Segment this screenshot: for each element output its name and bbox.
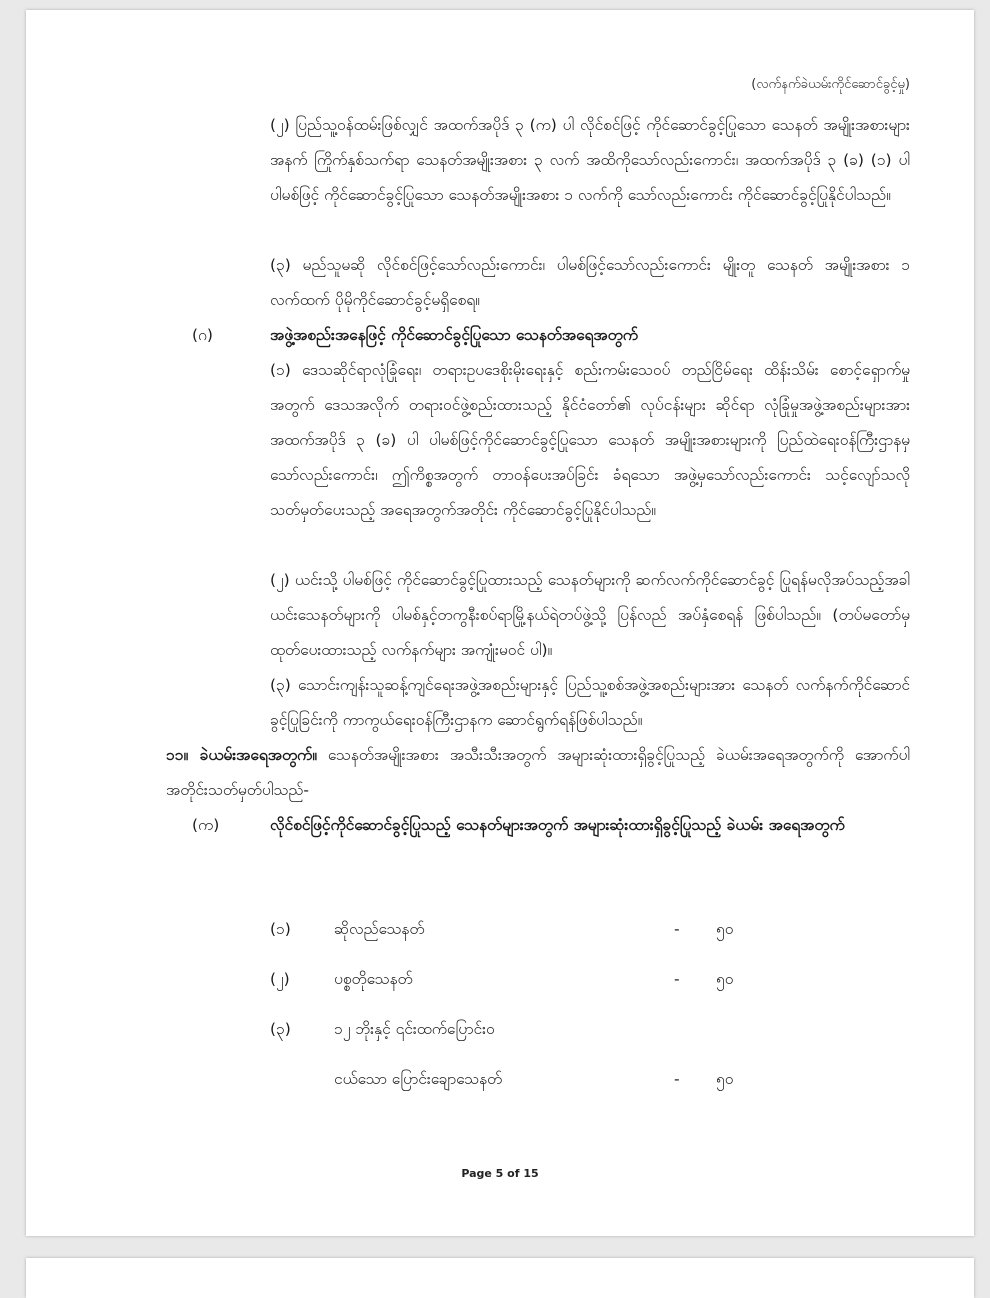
section-11 [166,738,910,808]
page-number-footer: Page 5 of 15 [461,1167,539,1180]
section-k-heading: လိုင်စင်ဖြင့်ကိုင်ဆောင်ခွင့်ပြုသည့် သေနတ်များအတွက် အများဆုံးထားရှိခွင့်ပြုသည့် ခဲယမ်း အရေအတွက် [270,816,845,834]
list-item-label: ငယ်သော ပြောင်းချောသေနတ် [334,1070,503,1088]
next-page-edge [26,1258,974,1298]
section-11-text: သေနတ်အမျိုးအစား အသီးသီးအတွက် အများဆုံးထားရှိခွင့်ပြုသည့် ခဲယမ်းအရေအတွက်ကို အောက်ပါအတိုင်းသတ်မှတ်ပါသည်- [166,746,910,799]
section-11-title: ၁၁။ ခဲယမ်းအရေအတွက်။ [166,746,317,764]
paragraph-g2: (၂) ယင်းသို့ ပါမစ်ဖြင့် ကိုင်ဆောင်ခွင့်ပြုထားသည့် သေနတ်များကို ဆက်လက်ကိုင်ဆောင်ခွင့် ပြုရန်မလိုအပ်သည့်အခါယင်းသေနတ်များကို ပါမစ်နှင့်တကွနီးစပ်ရာမြို့နယ်ရဲတပ်ဖွဲ့သို့ ပြန်လည် အပ်နှံစေရန် ဖြစ်ပါသည်။ (တပ်မတော်မှထုတ်ပေးထားသည့် လက်နက်များ အကျုံးမဝင် ပါ)။ [270,571,910,659]
list-item-value: ၅၀ [716,970,734,988]
paragraph-3: (၃) မည်သူမဆို လိုင်စင်ဖြင့်သော်လည်းကောင်း၊ ပါမစ်ဖြင့်သော်လည်းကောင်း မျိုးတူ သေနတ် အမျိုးအစား ၁ လက်ထက် ပိုမိုကိုင်ဆောင်ခွင့်မရှိစေရ။ [270,256,910,309]
paragraph-g3: (၃) သောင်းကျန်းသူဆန့်ကျင်ရေးအဖွဲ့အစည်းများနှင့် ပြည်သူ့စစ်အဖွဲ့အစည်းများအား သေနတ် လက်နက်ကိုင်ဆောင်ခွင့်ပြုခြင်းကို ကာကွယ်ရေးဝန်ကြီးဌာနက ဆောင်ရွက်ရန်ဖြစ်ပါသည်။ [270,676,910,729]
list-item [270,1064,770,1094]
list-item [270,914,770,944]
list-item-label: ဆိုလည်သေနတ် [334,920,425,938]
section-g-marker: (ဂ) [192,326,213,344]
list-item-number: (၂) [270,970,290,988]
list-item [270,1014,770,1044]
list-item-value: ၅၀ [716,920,734,938]
list-item-dash: - [674,920,680,938]
document-page [26,10,974,1236]
list-item-label: ပစ္စတိုသေနတ် [334,970,413,988]
list-item-number: (၃) [270,1020,291,1038]
list-item-dash: - [674,1070,680,1088]
section-g-heading: အဖွဲ့အစည်းအနေဖြင့် ကိုင်ဆောင်ခွင့်ပြုသော သေနတ်အရေအတွက် [270,326,638,344]
paragraph-g1: (၁) ဒေသဆိုင်ရာလုံခြုံရေး၊ တရားဥပဒေစိုးမိုးရေးနှင့် စည်းကမ်းသေဝပ် တည်ငြိမ်ရေး ထိန်းသိမ်း စောင့်ရှောက်မှုအတွက် ဒေသအလိုက် တရားဝင်ဖွဲ့စည်းထားသည့် နိုင်ငံတော်၏ လုပ်ငန်းများ ဆိုင်ရာ လုံခြုံမှုအဖွဲ့အစည်းများအား အထက်အပိုဒ် ၃ (ခ) ပါ ပါမစ်ဖြင့်ကိုင်ဆောင်ခွင့်ပြုသော သေနတ် အမျိုးအစားများကို ပြည်ထဲရေးဝန်ကြီးဌာနမှသော်လည်းကောင်း၊ ဤကိစ္စအတွက် တာဝန်ပေးအပ်ခြင်း ခံရသော အဖွဲ့မှသော်လည်းကောင်း သင့်လျော်သလို သတ်မှတ်ပေးသည့် အရေအတွက်အတိုင်း ကိုင်ဆောင်ခွင့်ပြုနိုင်ပါသည်။ [270,361,910,519]
list-item-number: (၁) [270,920,291,938]
page-header: (လက်နက်ခဲယမ်းကိုင်ဆောင်ခွင့်မှု) [751,77,910,92]
list-item-value: ၅၀ [716,1070,734,1088]
section-k-marker: (က) [192,816,220,834]
list-item [270,964,770,994]
list-item-dash: - [674,970,680,988]
paragraph-2: (၂) ပြည်သူ့ဝန်ထမ်းဖြစ်လျှင် အထက်အပိုဒ် ၃ (က) ပါ လိုင်စင်ဖြင့် ကိုင်ဆောင်ခွင့်ပြုသော သေနတ် အမျိုးအစားများအနက် ကြိုက်နှစ်သက်ရာ သေနတ်အမျိုးအစား ၃ လက် အထိကိုသော်လည်းကောင်း၊ အထက်အပိုဒ် ၃ (ခ) (၁) ပါ ပါမစ်ဖြင့် ကိုင်ဆောင်ခွင့်ပြုသော သေနတ်အမျိုးအစား ၁ လက်ကို သော်လည်းကောင်း ကိုင်ဆောင်ခွင့်ပြုနိုင်ပါသည်။ [270,116,910,204]
list-item-label: ၁၂ ဘိုးနှင့် ၎င်းထက်ပြောင်းဝ [334,1020,495,1038]
